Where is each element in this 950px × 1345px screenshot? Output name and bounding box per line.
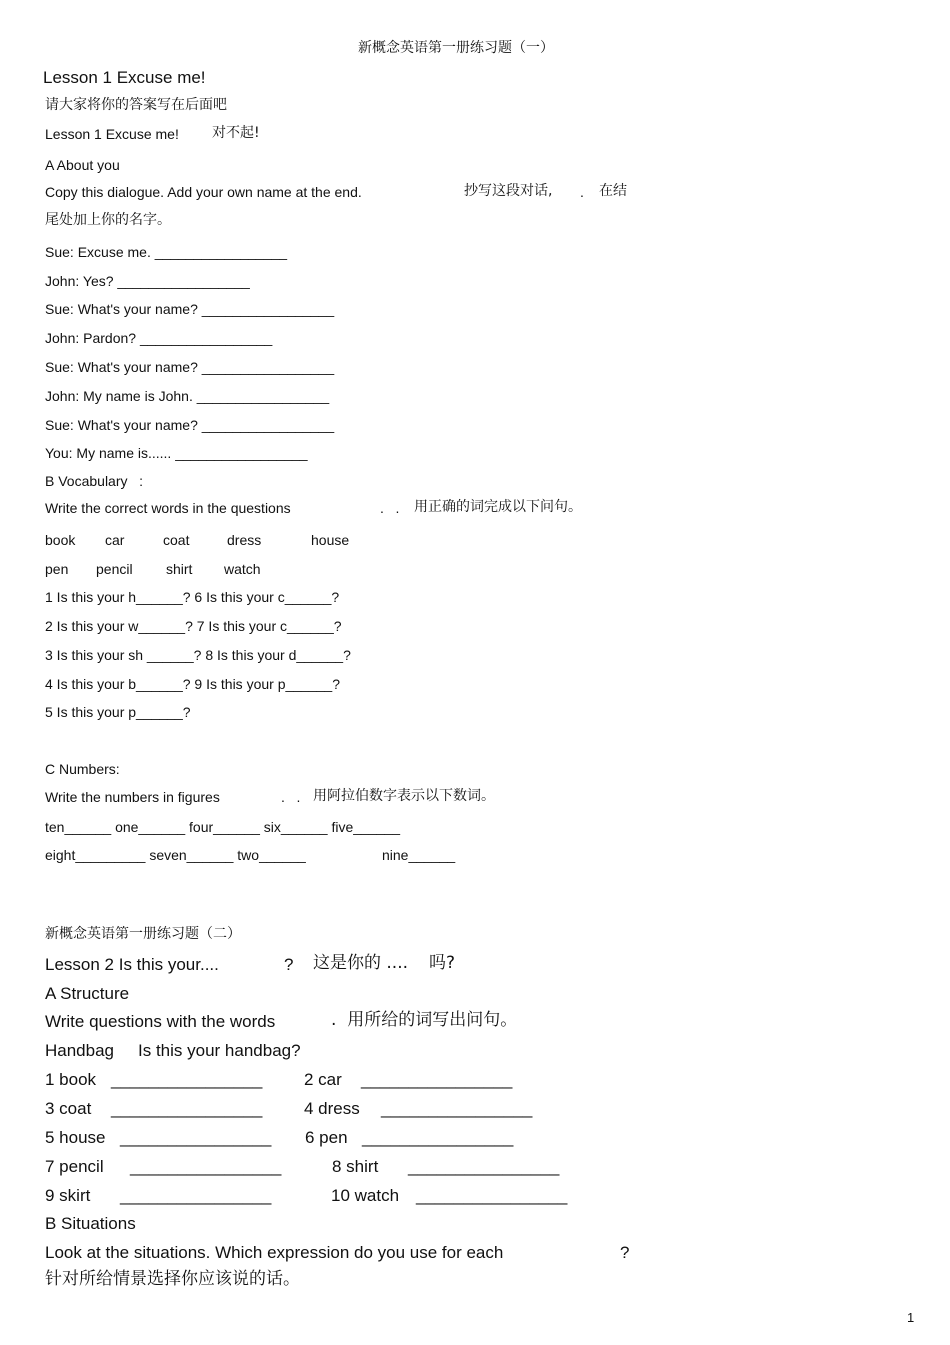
- vocab-question: 4 Is this your b______? 9 Is this your p______?: [45, 676, 340, 692]
- exercise1-header: 新概念英语第一册练习题（一）: [358, 40, 554, 56]
- dialogue-line: Sue: What's your name? _________________: [45, 359, 335, 375]
- section-b-instruction-en: Write the correct words in the questions: [45, 500, 291, 516]
- answer-blank: ________________: [111, 1099, 263, 1118]
- lesson1-title: Lesson 1 Excuse me!: [43, 68, 206, 87]
- answer-blank: ________________: [381, 1099, 533, 1118]
- lesson2-question-mark: ?: [284, 955, 294, 974]
- vocab-word: pencil: [96, 561, 133, 577]
- structure-instruction-en: Write questions with the words: [45, 1012, 276, 1031]
- lesson2-title-zh: 这是你的 ....: [313, 953, 409, 973]
- section-c-instruction-en: Write the numbers in figures: [45, 789, 220, 805]
- structure-item: 3 coat: [45, 1099, 92, 1118]
- answer-blank: ________________: [120, 1128, 272, 1147]
- vocab-question: 1 Is this your h______? 6 Is this your c______?: [45, 589, 340, 605]
- vocab-word: pen: [45, 561, 69, 577]
- section-b-title: B Vocabulary :: [45, 473, 144, 489]
- numbers-row: nine______: [382, 847, 456, 863]
- situations-question-mark: ?: [620, 1243, 630, 1262]
- structure-item: 6 pen: [305, 1128, 348, 1147]
- vocab-word: car: [105, 532, 125, 548]
- structure-item: 9 skirt: [45, 1186, 91, 1205]
- structure-item: 2 car: [304, 1070, 342, 1089]
- vocab-word: shirt: [166, 561, 193, 577]
- lesson2-title: Lesson 2 Is this your....: [45, 955, 219, 974]
- answer-blank: ________________: [408, 1157, 560, 1176]
- situations-instruction-en: Look at the situations. Which expression do you use for each: [45, 1243, 504, 1262]
- vocab-word: book: [45, 532, 76, 548]
- answer-blank: ________________: [111, 1070, 263, 1089]
- section-a-instruction-dot: .: [580, 184, 584, 200]
- lesson1-line-en: Lesson 1 Excuse me!: [45, 126, 179, 142]
- section-a-instruction-zh-2: 在结: [599, 183, 627, 199]
- page-number: 1: [907, 1310, 915, 1325]
- exercise2-header: 新概念英语第一册练习题（二）: [45, 926, 241, 942]
- vocab-word: dress: [227, 532, 262, 548]
- structure-instruction-zh: . 用所给的词写出问句。: [331, 1010, 518, 1030]
- dialogue-line: Sue: What's your name? _________________: [45, 417, 335, 433]
- dialogue-line: Sue: Excuse me. _________________: [45, 244, 288, 260]
- section-c-title: C Numbers:: [45, 761, 120, 777]
- dialogue-line: You: My name is...... _________________: [45, 445, 308, 461]
- vocab-question: 3 Is this your sh ______? 8 Is this your d______?: [45, 647, 351, 663]
- section-a-title: A About you: [45, 157, 120, 173]
- lesson2-title-zh-end: 吗?: [429, 953, 456, 973]
- structure-item: 4 dress: [304, 1099, 360, 1118]
- dialogue-line: John: Yes? _________________: [45, 273, 250, 289]
- structure-item: 10 watch: [331, 1186, 400, 1205]
- answer-blank: ________________: [361, 1070, 513, 1089]
- dialogue-line: John: Pardon? _________________: [45, 330, 273, 346]
- section-a-instruction-en: Copy this dialogue. Add your own name at the end.: [45, 184, 362, 200]
- vocab-word: coat: [163, 532, 190, 548]
- structure-item: 8 shirt: [332, 1157, 379, 1176]
- answer-blank: ________________: [362, 1128, 514, 1147]
- section-c-instruction-dots: . .: [281, 789, 301, 805]
- dialogue-line: John: My name is John. _________________: [45, 388, 330, 404]
- section-b-instruction-dots: . .: [380, 500, 400, 516]
- answer-blank: ________________: [130, 1157, 282, 1176]
- situations-title: B Situations: [45, 1214, 136, 1233]
- numbers-row: eight_________ seven______ two______: [45, 847, 306, 863]
- vocab-word: house: [311, 532, 350, 548]
- section-a-instruction-zh-3: 尾处加上你的名字。: [45, 212, 171, 228]
- answer-instruction: 请大家将你的答案写在后面吧: [45, 97, 227, 113]
- situations-instruction-zh: 针对所给情景选择你应该说的话。: [45, 1269, 300, 1289]
- section-c-instruction-zh: 用阿拉伯数字表示以下数词。: [313, 788, 495, 804]
- answer-blank: ________________: [120, 1186, 272, 1205]
- numbers-row: ten______ one______ four______ six______ five______: [45, 819, 400, 835]
- example-question: Is this your handbag?: [138, 1041, 301, 1060]
- structure-item: 1 book: [45, 1070, 97, 1089]
- structure-item: 7 pencil: [45, 1157, 104, 1176]
- vocab-question: 5 Is this your p______?: [45, 704, 191, 720]
- structure-title: A Structure: [45, 984, 130, 1003]
- vocab-question: 2 Is this your w______? 7 Is this your c______?: [45, 618, 342, 634]
- vocab-word: watch: [224, 561, 261, 577]
- example-word: Handbag: [45, 1041, 115, 1060]
- dialogue-line: Sue: What's your name? _________________: [45, 301, 335, 317]
- section-b-instruction-zh: 用正确的词完成以下问句。: [414, 499, 582, 515]
- section-a-instruction-zh-1: 抄写这段对话,: [464, 183, 553, 199]
- lesson1-line-zh: 对不起!: [212, 125, 260, 141]
- answer-blank: ________________: [416, 1186, 568, 1205]
- structure-item: 5 house: [45, 1128, 106, 1147]
